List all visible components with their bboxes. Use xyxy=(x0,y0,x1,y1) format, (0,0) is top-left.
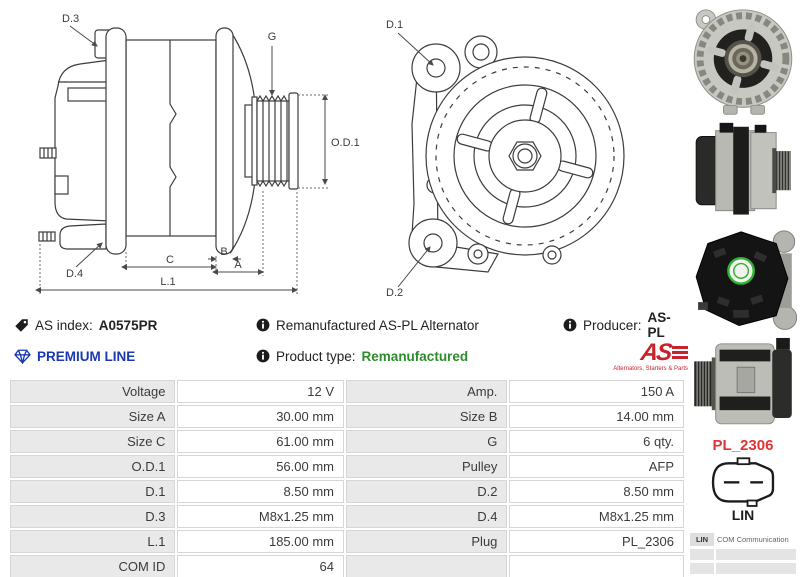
spec-value-cell: 12 V xyxy=(177,380,344,403)
com-header-value: COM Communication xyxy=(717,535,789,545)
dim-label-od1: O.D.1 xyxy=(331,137,360,149)
product-type xyxy=(256,349,563,364)
dim-label-c: C xyxy=(166,254,174,266)
com-communication-table xyxy=(690,533,796,577)
product-type-label: Product type: xyxy=(276,348,356,364)
spec-value-cell: 8.50 mm xyxy=(509,480,684,503)
com-table-row xyxy=(690,549,796,560)
tag-icon xyxy=(14,318,29,333)
spec-value-cell: 14.00 mm xyxy=(509,405,684,428)
product-description xyxy=(256,318,563,333)
spec-value-cell: 56.00 mm xyxy=(177,455,344,478)
spec-value-cell xyxy=(509,555,684,577)
spec-value-cell: 185.00 mm xyxy=(177,530,344,553)
premium-line-badge[interactable] xyxy=(14,349,256,364)
spec-value-cell: 61.00 mm xyxy=(177,430,344,453)
producer-value: AS-PL xyxy=(647,310,671,340)
spec-value-cell: 30.00 mm xyxy=(177,405,344,428)
product-photos-sidebar xyxy=(686,0,800,577)
spec-label-cell: Size A xyxy=(10,405,175,428)
front-view-drawing xyxy=(378,4,668,306)
spec-value-cell: 64 xyxy=(177,555,344,577)
com-cell-empty xyxy=(690,563,714,574)
spec-label-cell: Plug xyxy=(346,530,507,553)
info-icon xyxy=(256,349,270,363)
spec-value-cell: AFP xyxy=(509,455,684,478)
spec-value-cell: M8x1.25 mm xyxy=(177,505,344,528)
dim-label-d1: D.1 xyxy=(386,19,404,31)
side-view-drawing xyxy=(18,4,368,306)
technical-drawings xyxy=(0,0,686,310)
producer-label: Producer: xyxy=(583,317,642,333)
table-row xyxy=(10,455,684,478)
plug-code-label: PL_2306 xyxy=(712,437,774,455)
product-photo-side-left[interactable] xyxy=(689,336,797,432)
product-photo-side-right[interactable] xyxy=(689,117,797,226)
spec-label-cell: Voltage xyxy=(10,380,175,403)
dim-label-a: A xyxy=(234,259,242,271)
table-row xyxy=(10,555,684,577)
dim-label-d3: D.3 xyxy=(62,13,80,25)
spec-label-cell: D.1 xyxy=(10,480,175,503)
com-cell-empty xyxy=(716,563,796,574)
spec-label-cell: D.4 xyxy=(346,505,507,528)
dim-label-g: G xyxy=(267,31,277,43)
as-logo-stripes xyxy=(672,346,688,359)
as-index xyxy=(14,318,256,333)
product-photo-rear[interactable] xyxy=(689,226,797,335)
diamond-icon xyxy=(14,349,31,364)
spec-value-cell: M8x1.25 mm xyxy=(509,505,684,528)
table-row xyxy=(10,405,684,428)
plug-type-label: LIN xyxy=(731,507,755,524)
spec-label-cell: Size C xyxy=(10,430,175,453)
table-row xyxy=(10,480,684,503)
spec-value-cell: PL_2306 xyxy=(509,530,684,553)
product-info-band xyxy=(0,312,686,374)
spec-label-cell: G xyxy=(346,430,507,453)
as-logo-text: AS xyxy=(638,338,672,366)
table-row xyxy=(10,505,684,528)
com-header-key: LIN xyxy=(690,533,714,546)
info-icon xyxy=(563,318,577,332)
table-row xyxy=(10,380,684,403)
as-logo-tagline: Alternators, Starters & Parts xyxy=(613,365,688,372)
premium-line-label: PREMIUM LINE xyxy=(37,348,136,364)
dim-label-d2: D.2 xyxy=(386,287,404,299)
info-icon xyxy=(256,318,270,332)
spec-label-cell: L.1 xyxy=(10,530,175,553)
spec-label-cell: D.2 xyxy=(346,480,507,503)
table-row xyxy=(10,430,684,453)
com-table-header xyxy=(690,533,796,546)
spec-value-cell: 8.50 mm xyxy=(177,480,344,503)
spec-value-cell: 6 qty. xyxy=(509,430,684,453)
spec-label-cell: O.D.1 xyxy=(10,455,175,478)
table-row xyxy=(10,530,684,553)
as-pl-logo xyxy=(613,338,688,372)
as-index-value: A0575PR xyxy=(98,317,158,333)
plug-connector-icon xyxy=(701,456,785,509)
dim-label-d4: D.4 xyxy=(66,268,84,280)
spec-label-cell: Size B xyxy=(346,405,507,428)
product-type-value: Remanufactured xyxy=(361,348,469,364)
com-table-row xyxy=(690,563,796,574)
producer xyxy=(563,310,686,340)
spec-label-cell: COM ID xyxy=(10,555,175,577)
spec-value-cell: 150 A xyxy=(509,380,684,403)
spec-table xyxy=(8,378,686,577)
dim-label-l1: L.1 xyxy=(160,276,176,288)
com-cell-empty xyxy=(690,549,714,560)
spec-label-cell xyxy=(346,555,507,577)
dim-label-b: B xyxy=(220,246,228,258)
spec-label-cell: D.3 xyxy=(10,505,175,528)
product-photo-front[interactable] xyxy=(689,2,797,117)
description-text: Remanufactured AS-PL Alternator xyxy=(276,317,479,333)
as-index-label: AS index: xyxy=(35,317,93,333)
spec-label-cell: Pulley xyxy=(346,455,507,478)
spec-label-cell: Amp. xyxy=(346,380,507,403)
com-cell-empty xyxy=(716,549,796,560)
